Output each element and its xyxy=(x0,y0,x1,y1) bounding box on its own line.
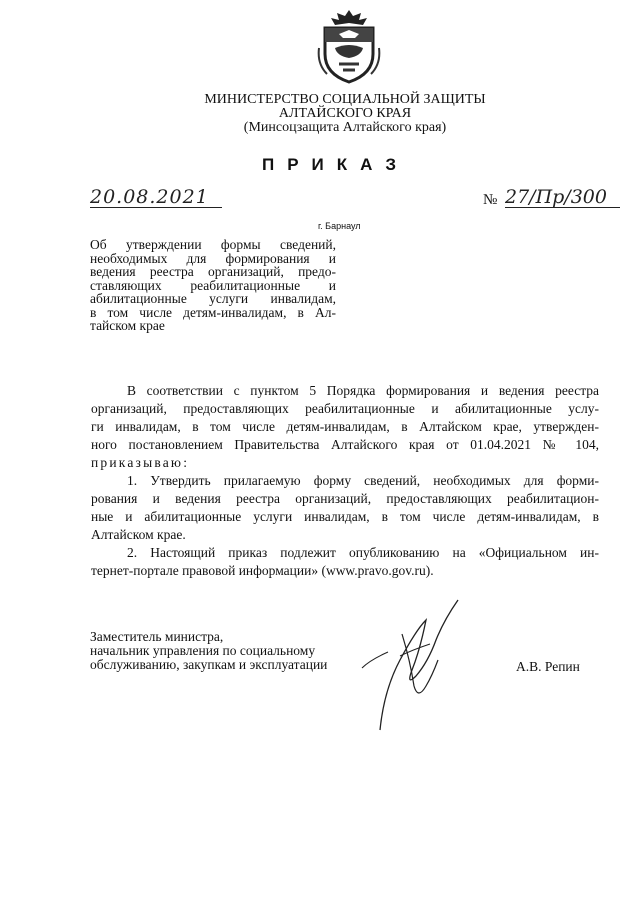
ministry-name-line2: АЛТАЙСКОГО КРАЯ xyxy=(278,106,412,121)
ministry-name-line1: МИНИСТЕРСТВО СОЦИАЛЬНОЙ ЗАЩИТЫ xyxy=(204,92,486,107)
signer-position-line1: Заместитель министра, xyxy=(90,629,224,644)
handwritten-signature xyxy=(340,590,480,740)
city-label: г. Барнаул xyxy=(318,221,361,231)
document-body xyxy=(91,382,599,580)
document-type-title: ПРИКАЗ xyxy=(262,155,410,174)
ministry-abbrev: (Минсоцзащита Алтайского края) xyxy=(243,120,447,135)
item2-line: 2. Настоящий приказ подлежит опубликованию на «Официальном ин- xyxy=(127,545,599,560)
order-word xyxy=(91,454,599,472)
document-number: 27/Пр/300 xyxy=(505,187,620,208)
subject-line: необходимых для формирования и xyxy=(90,250,336,266)
subject-line: ставляющих реабилитационные и xyxy=(90,277,336,293)
signer-name: А.В. Репин xyxy=(516,659,580,674)
item1-line: ные и абилитационные услуги инвалидам, в том числе детям-инвалидам, в xyxy=(91,509,599,524)
order-word-text: приказываю: xyxy=(91,455,190,470)
subject-line: Об утверждении формы сведений, xyxy=(90,237,336,252)
body-line: ги инвалидам, в том числе детям-инвалидам, в Алтайском крае, утвержден- xyxy=(91,419,599,434)
number-sign: № xyxy=(483,192,498,208)
document-date: 20.08.2021 xyxy=(90,187,222,208)
signer-position-line2: начальник управления по социальному xyxy=(90,643,316,658)
subject-line: ведения реестра организаций, предо- xyxy=(90,264,336,279)
body-line: ного постановлением Правительства Алтайского края от 01.04.2021 № 104, xyxy=(91,437,599,452)
item2-line: тернет-портале правовой информации» (www.pravo.gov.ru). xyxy=(91,563,434,578)
item1-line: рования и ведения реестра организаций, предоставляющих реабилитацион- xyxy=(91,491,599,506)
document-subject xyxy=(90,238,336,333)
item1-line: Алтайском крае. xyxy=(91,527,186,542)
item1-line: 1. Утвердить прилагаемую форму сведений, необходимых для форми- xyxy=(127,473,599,488)
subject-line: тайском крае xyxy=(90,318,165,333)
body-line: В соответствии с пунктом 5 Порядка формирования и ведения реестра xyxy=(127,383,599,398)
subject-line: в том числе детям-инвалидам, в Ал- xyxy=(90,304,336,320)
subject-line: абилитационные услуги инвалидам, xyxy=(90,291,336,306)
signer-position xyxy=(90,630,327,672)
ministry-header xyxy=(180,93,510,135)
body-line: организаций, предоставляющих реабилитационные и абилитационные услу- xyxy=(91,401,599,416)
signer-position-line3: обслуживанию, закупкам и эксплуатации xyxy=(90,657,328,672)
coat-of-arms-emblem xyxy=(317,8,381,84)
